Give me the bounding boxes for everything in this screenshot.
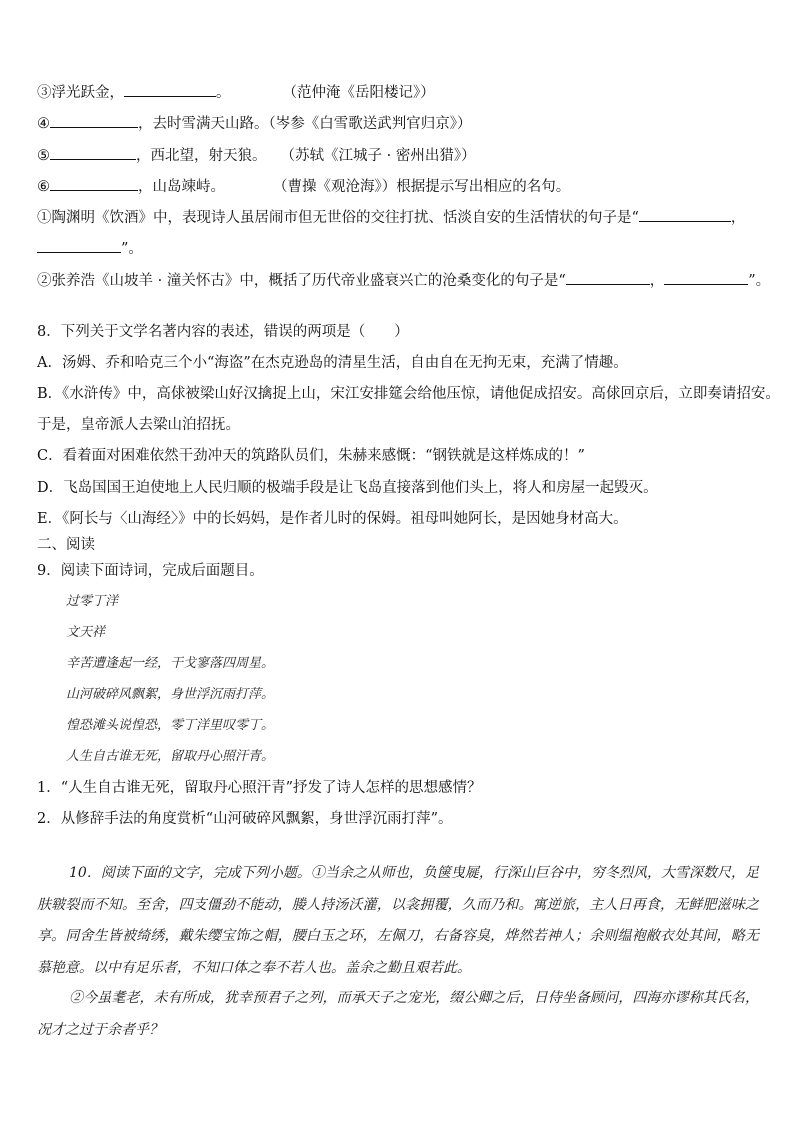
q8-option-b-cont: 于是，皇帝派人去梁山泊招抚。	[37, 417, 240, 433]
fill-question-2	[37, 270, 771, 291]
item-source: （曹操《观沧海》）根据提示写出相应的名句。	[273, 179, 571, 195]
punct: ”。	[748, 273, 771, 289]
question-text: ②张养浩《山坡羊 · 潼关怀古》中，概括了历代帝业盛衰兴亡的沧桑变化的句子是“	[37, 273, 566, 289]
punct: ，	[730, 210, 746, 226]
q8-stem: 8．下列关于文学名著内容的表述，错误的两项是（ ）	[37, 324, 409, 340]
q9-sub-1: 1．“人生自古谁无死，留取丹心照汗青”抒发了诗人怎样的思想感情？	[37, 780, 482, 796]
q8-option-b: B．《水浒传》中，高俅被梁山好汉擒捉上山，宋江安排筵会给他压惊，请他促成招安。高俅回京后，立即奏请招安。	[37, 386, 780, 402]
q10-paragraph-1	[37, 858, 759, 984]
punct: ，	[649, 273, 665, 289]
poem-line: 人生自古谁无死，留取丹心照汗青。	[66, 749, 275, 764]
item-source: （范仲淹《岳阳楼记》）	[282, 85, 435, 101]
poem-line: 山河破碎风飘絮，身世浮沉雨打萍。	[66, 687, 275, 702]
q8-option-c: C．看着面对困难依然干劲冲天的筑路队员们，朱赫来感慨：“钢铁就是这样炼成的！”	[37, 448, 585, 464]
item-text: ⑤	[37, 148, 50, 164]
item-source: （岑参《白雪歌送武判官归京》）	[268, 116, 472, 132]
poem-line: 惶恐滩头说惶恐，零丁洋里叹零丁。	[66, 718, 275, 733]
fill-item-5	[37, 145, 767, 166]
answer-blank[interactable]	[664, 270, 748, 285]
q8-option-a: A．汤姆、乔和哈克三个小“海盗”在杰克逊岛的清星生活，自由自在无拘无束，充满了情趣。	[37, 355, 628, 371]
poem-title: 过零丁洋	[66, 594, 119, 609]
answer-blank[interactable]	[566, 270, 650, 285]
answer-blank[interactable]	[50, 113, 138, 128]
item-text: ，西北望，射天狼。	[136, 148, 267, 164]
q9-stem: 9．阅读下面诗词，完成后面题目。	[37, 563, 264, 579]
answer-blank[interactable]	[37, 238, 121, 253]
fill-item-4	[37, 113, 767, 134]
q9-sub-2: 2．从修辞手法的角度赏析“山河破碎风飘絮，身世浮沉雨打萍”。	[37, 811, 453, 827]
answer-blank[interactable]	[50, 145, 136, 160]
q8-option-e: E．《阿长与〈山海经〉》中的长妈妈，是作者儿时的保姆。祖母叫她阿长，是因她身材高大。	[37, 511, 628, 527]
item-text: ③浮光跃金，	[37, 85, 124, 101]
passage-text: ②今虽耄老，未有所成，犹幸预君子之列，而承天子之宠光，缀公卿之后，日侍坐备顾问，四海亦谬称其氏名，况才之过于余者乎？	[37, 990, 759, 1038]
q8-option-d: D．飞岛国国王迫使地上人民归顺的极端手段是让飞岛直接落到他们头上，将人和房屋一起毁灭。	[37, 480, 658, 496]
punct: ”。	[121, 241, 143, 257]
item-text: ，山岛竦峙。	[138, 179, 225, 195]
item-text: ⑥	[37, 179, 50, 195]
fill-item-6	[37, 176, 767, 197]
answer-blank[interactable]	[50, 176, 138, 191]
fill-question-1-cont	[37, 238, 767, 259]
q10-paragraph-2	[37, 983, 759, 1046]
answer-blank[interactable]	[639, 207, 731, 222]
item-source: （苏轼《江城子 · 密州出猎》）	[280, 148, 476, 164]
item-text: 。	[216, 85, 231, 101]
passage-text: 10．阅读下面的文字，完成下列小题。①当余之从师也，负箧曳屣，行深山巨谷中，穷冬烈风，大雪深数尺，足肤皲裂而不知。至舍，四支僵劲不能动，媵人持汤沃灌，以衾拥覆，久而乃和。寓逆旅，主人日再食，无鲜肥滋味之享。同舍生皆被绮绣，戴朱缨宝饰之帽，腰白玉之环，左佩刀，右备容臭，烨然若神人；余则缊袍敝衣处其间，略无慕艳意。以中有足乐者，不知口体之奉不若人也。盖余之勤且艰若此。	[37, 865, 759, 976]
question-text: ①陶渊明《饮酒》中，表现诗人虽居闹市但无世俗的交往打扰、恬淡自安的生活情状的句子是“	[37, 210, 639, 226]
fill-item-3	[37, 82, 767, 103]
poem-author: 文天祥	[66, 625, 106, 640]
item-text: ④	[37, 116, 50, 132]
poem-line: 辛苦遭逢起一经，干戈寥落四周星。	[66, 656, 275, 671]
fill-question-1	[37, 207, 767, 228]
section-heading: 二、阅读	[37, 537, 95, 553]
item-text: ，去时雪满天山路。	[138, 116, 269, 132]
answer-blank[interactable]	[124, 82, 216, 97]
